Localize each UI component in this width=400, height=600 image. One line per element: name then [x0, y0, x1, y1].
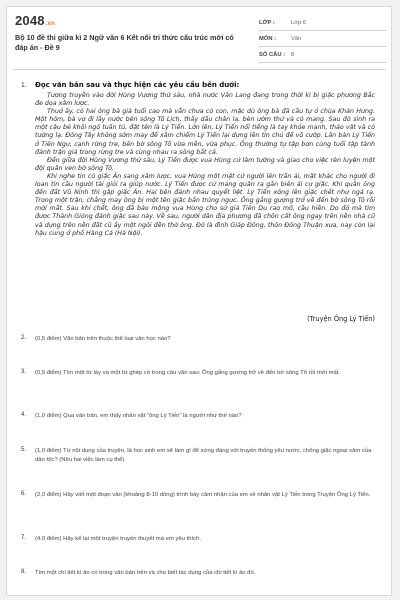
document-title: Bộ 10 đề thi giữa kì 2 Ngữ văn 6 Kết nối tri thức cấu trúc mới có đáp án - Đề 9 [15, 33, 234, 52]
logo-suffix: .vn [45, 21, 56, 27]
meta-label: MÔN : [259, 35, 277, 42]
question-heading: Đọc văn bản sau và thực hiện các yêu cầu bên dưới: [35, 81, 240, 89]
question-text: (2,0 điểm) Hãy viết một đoạn văn (khoảng 8-10 dòng) trình bày cảm nhận của em về nhân vật Lý Tiến trong Truyện Ông Lý Tiến. [35, 492, 371, 498]
header-divider [13, 69, 385, 70]
meta-count-row [259, 47, 387, 63]
question-number: 2. [21, 335, 27, 341]
passage-paragraph: Tương truyền vào đời Hùng Vương thứ sáu, nhà nước Văn Lang đang trong thời kì bị giặc phương Bắc đe dọa xâm lược. [35, 92, 375, 108]
meta-class-row [259, 15, 387, 31]
question-number: 4. [21, 412, 27, 418]
page-header [13, 13, 387, 67]
question-number: 1. [21, 82, 27, 89]
question-text: (1,0 điểm) Qua văn bản, em thấy nhân vật “ông Lý Tiến” là người như thế nào? [35, 413, 242, 419]
site-logo[interactable] [15, 13, 55, 28]
question-text: (0,5 điểm) Văn bản trên thuộc thể loại văn học nào? [35, 336, 171, 342]
question-number: 8. [21, 569, 27, 575]
question-number: 6. [21, 491, 27, 497]
passage-attribution: (Truyện Ông Lý Tiến) [307, 315, 375, 323]
exam-meta [259, 15, 387, 63]
question-number: 5. [21, 447, 27, 453]
meta-value: Văn [291, 35, 302, 42]
exam-page [6, 6, 392, 596]
meta-value: 8 [291, 51, 295, 58]
logo-main: 2048 [15, 13, 45, 28]
meta-label: SỐ CÂU : [259, 51, 286, 58]
question-number: 7. [21, 535, 27, 541]
question-text: (4,0 điểm) Hãy kể lại một truyện truyền thuyết mà em yêu thích. [35, 536, 201, 542]
question-text: Tìm một chi tiết kì ảo có trong văn bản trên và cho biết tác dụng của chi tiết kì ảo đó. [35, 570, 256, 576]
question-text: (1,0 điểm) Từ nội dung của truyện, là học sinh em sẽ làm gì để xứng đáng với truyền thống yêu nước, chống giặc ngoại xâm của dân tộc? (Nêu hai việc làm cụ thể) [35, 448, 372, 464]
reading-passage [35, 92, 375, 238]
meta-subject-row [259, 31, 387, 47]
passage-paragraph: Thuở ấy, có hai ông bà già tuổi cao mà vẫn chưa có con, mặc dù ông bà đã cầu tự ở chùa Khán Hưng. Một hôm, bà vợ đi lấy nước bên sông Tô Lịch, thấy dấu chân lạ, bèn ướm thử và có mang. Sau đó sinh ra một cậu bé khôi ngô tuấn tú, đặt tên là Lý Tiến. Lớn lên, Lý Tiến nổi tiếng là tay khỏe mạnh, thảo vật và có tướng lạ. Đông Tây không sớm may để xâm chiếm Lý Tiến lại dựng lên tin chủ để võ cướp. Lân bàn Lý Tiến ở Tiên Ngư, cạnh rừng tre, bên bờ sông Tô vừa mền, vừa phục. Ông thường tự tập bơn cùng tuổi tập tành đánh trận giả trong rừng tre và cùng nhau ra sông bắt cá. [35, 108, 375, 156]
question-text: (0,5 điểm) Tìm một từ láy và một từ ghép có trong câu văn sau: Ông gắng gượng trở về đến bờ sông Tô rồi mới mất. [35, 370, 341, 376]
meta-value: Lớp 6 [291, 19, 307, 26]
passage-paragraph: Khi nghe tin có giặc Ân sang xâm lược, vua Hùng một mặt cử người lên trấn ải, mặt khác cho người đi loan tin cầu người tài giỏi ra giúp nước. Lý Tiến được cử mang quân ra gần biên ải cự giặc. Khi quân ông đến đất Vũ Ninh thì gặp giặc Ân. Hai bên đánh nhau quyết liệt. Lý Tiến xông lên giặc chết như ngả rạ. Trong một trận, chẳng may ông bị một tên giặc bắn trúng ngực. Ông gắng gượng trở về đến bờ sông Tô rồi mới mất. Sau khi chết, ông đã báo mộng vua Hùng cho sứ giả Tiên Du rao mõ, cầu hiền. Do đó mà tìm được Thánh Gióng đánh giặc sau này. Về sau, người dân địa phương đã chôn cất ông ngay trên nền nhà cũ và dựng trên nền đất cũ ấy một ngôi đền thờ ông. Đó là đình Giáp Đông, thôn Đông Thuận xưa, nay còn lại hậu cung ở phố Hàng Cá (Hà Nội). [35, 172, 375, 237]
passage-paragraph: Đến giữa đời Hùng Vương thứ sáu, Lý Tiến được vua Hùng cử làm tướng và giao cho việc rèn luyện một đội quân ven bờ sông Tô. [35, 156, 375, 172]
meta-label: LỚP : [259, 19, 275, 26]
question-number: 3. [21, 369, 27, 375]
